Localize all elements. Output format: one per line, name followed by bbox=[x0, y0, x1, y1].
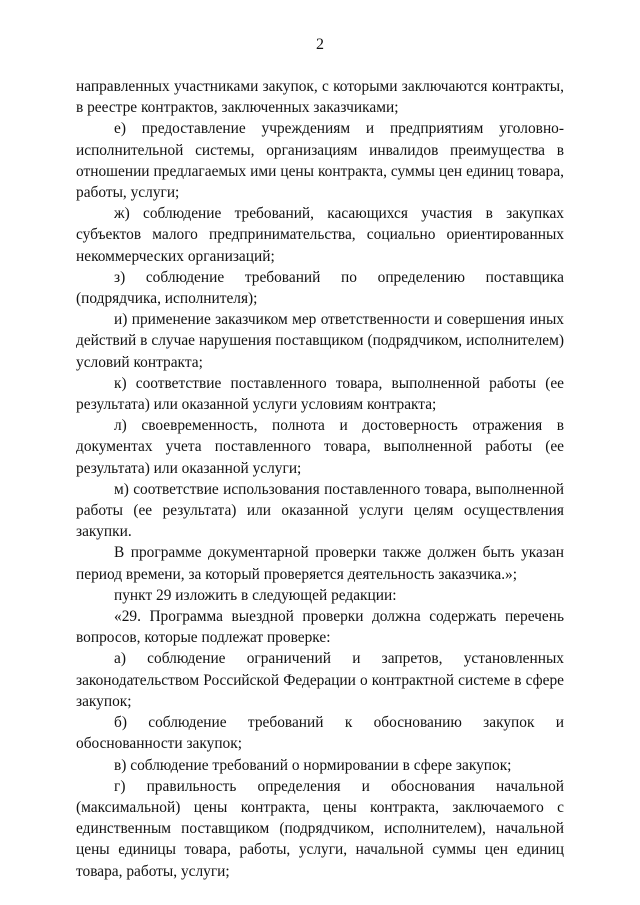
list-item-zh: ж) соблюдение требований, касающихся участия в закупках субъектов малого предпринимательства, социально ориентированных некоммерческих организаций; bbox=[76, 205, 564, 265]
paragraph-documentary-program: В программе документарной проверки также должен быть указан период времени, за который проверяется деятельность заказчика.»; bbox=[76, 544, 564, 583]
list-item-b: б) соблюдение требований к обоснованию закупок и обоснованности закупок; bbox=[76, 714, 564, 753]
list-item-z: з) соблюдение требований по определению поставщика (подрядчика, исполнителя); bbox=[76, 268, 564, 308]
list-item-v: в) соблюдение требований о нормировании в сфере закупок; bbox=[114, 756, 512, 774]
page-number: 2 bbox=[316, 36, 324, 53]
list-item-l: л) своевременность, полнота и достоверность отражения в документах учета поставленного товара, выполненной работы (ее результата) или оказанной услуги; bbox=[76, 417, 564, 477]
paragraph-continuation: направленных участниками закупок, с которыми заключаются контракты, в реестре контрактов, заключенных заказчиками; bbox=[76, 78, 564, 117]
list-item-g: г) правильность определения и обоснования начальной (максимальной) цены контракта, цены контракта, заключаемого с единственным поставщиком (подрядчиком, исполнителем), начальной цены единицы товара, работы, услуги, начальной суммы цен единиц товара, работы, услуги; bbox=[76, 777, 564, 880]
list-item-m: м) соответствие использования поставленного товара, выполненной работы (ее результата) или оказанной услуги целям осуществления закупки. bbox=[76, 480, 564, 541]
list-item-i: и) применение заказчиком мер ответственности и совершения иных действий в случае нарушения поставщиком (подрядчиком, исполнителем) условий контракта; bbox=[76, 311, 564, 371]
paragraph-point-29: «29. Программа выездной проверки должна содержать перечень вопросов, которые подлежат проверке: bbox=[76, 608, 564, 647]
list-item-a: а) соблюдение ограничений и запретов, установленных законодательством Российской Федерации о контрактной системе в сфере закупок; bbox=[76, 650, 564, 710]
paragraph-point-29-intro: пункт 29 изложить в следующей редакции: bbox=[114, 586, 397, 604]
list-item-k: к) соответствие поставленного товара, выполненной работы (ее результата) или оказанной услуги условиям контракта; bbox=[76, 374, 564, 414]
list-item-e: е) предоставление учреждениям и предприятиям уголовно-исполнительной системы, организациям инвалидов преимущества в отношении предлагаемых ими цены контракта, суммы цен единиц товара, работы, услуги; bbox=[76, 120, 564, 202]
document-body bbox=[76, 76, 564, 882]
